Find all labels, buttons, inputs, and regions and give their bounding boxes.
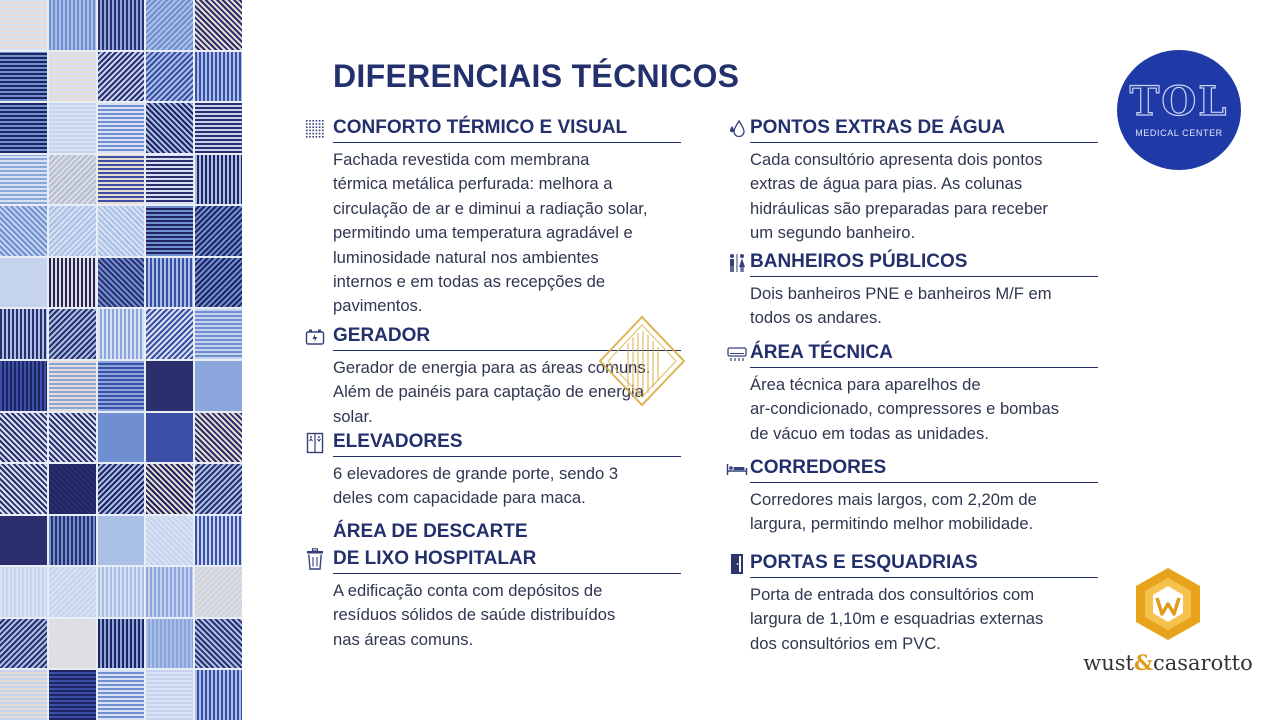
text-line: um segundo banheiro. <box>750 223 916 243</box>
text-line: circulação de ar e diminui a radiação solar, <box>333 198 648 218</box>
mosaic-tile <box>195 464 242 514</box>
mosaic-tile <box>49 619 96 669</box>
section-title <box>333 430 463 454</box>
section-header <box>750 250 1098 277</box>
mosaic-tile <box>0 258 47 308</box>
mosaic-tile <box>49 464 96 514</box>
section-area-tecnica <box>750 341 1098 446</box>
text-line: largura de 1,10m e esquadrias externas <box>750 609 1044 629</box>
logo-subtitle: MEDICAL CENTER <box>1135 128 1223 138</box>
section-text <box>750 583 1098 656</box>
section-title <box>333 324 430 348</box>
text-line: extras de água para pias. As colunas <box>750 174 1023 194</box>
section-title <box>333 116 627 140</box>
section-header <box>333 430 681 457</box>
wust-casarotto-logo <box>1083 566 1253 680</box>
mosaic-tile <box>195 361 242 411</box>
mosaic-tile <box>49 567 96 617</box>
text-line: 6 elevadores de grande porte, sendo 3 <box>333 464 619 483</box>
text-line: Corredores mais largos, com 2,20m de <box>750 490 1037 509</box>
mosaic-tile <box>98 361 145 411</box>
mosaic-tile <box>146 670 193 720</box>
mosaic-tile <box>0 567 47 617</box>
section-pontos-agua <box>750 116 1098 246</box>
mosaic-tile <box>0 155 47 205</box>
mosaic-tile <box>98 516 145 566</box>
mosaic-tile <box>195 309 242 359</box>
section-title-line: ELEVADORES <box>333 431 463 452</box>
section-header <box>750 116 1098 143</box>
mosaic-tile <box>146 619 193 669</box>
text-line: luminosidade natural nos ambientes <box>333 247 599 267</box>
section-title-line: GERADOR <box>333 325 431 346</box>
mosaic-tile <box>0 413 47 463</box>
air-conditioner-icon <box>726 343 748 365</box>
mosaic-tile <box>98 413 145 463</box>
section-header <box>750 341 1098 368</box>
mosaic-tile <box>146 258 193 308</box>
mosaic-tile <box>195 206 242 256</box>
text-line: largura, permitindo melhor mobilidade. <box>750 514 1034 534</box>
mosaic-tile <box>195 258 242 308</box>
text-line: Dois banheiros PNE e banheiros M/F em <box>750 284 1052 303</box>
section-header <box>333 520 681 574</box>
mosaic-tile <box>49 0 96 50</box>
battery-generator-icon <box>304 326 326 348</box>
section-title-line: PONTOS EXTRAS DE ÁGUA <box>750 117 1006 138</box>
mosaic-tile <box>49 413 96 463</box>
mosaic-tile <box>98 103 145 153</box>
section-title <box>750 341 893 365</box>
mosaic-tile <box>0 670 47 720</box>
wordmark-ampersand: & <box>1133 650 1153 675</box>
text-line: de vácuo em todas as unidades. <box>750 423 989 443</box>
logo-wordmark <box>1083 650 1253 675</box>
wordmark-right: casarotto <box>1152 651 1253 675</box>
mosaic-tile <box>195 52 242 102</box>
mosaic-tile <box>195 155 242 205</box>
section-text <box>750 148 1098 246</box>
section-text <box>750 488 1098 537</box>
mosaic-tile <box>0 309 47 359</box>
mosaic-tile <box>146 361 193 411</box>
section-title <box>750 250 967 274</box>
section-title-line: DE LIXO HOSPITALAR <box>333 548 537 569</box>
mosaic-tile <box>146 309 193 359</box>
section-text <box>333 462 681 511</box>
text-line: permitindo uma temperatura agradável e <box>333 223 633 243</box>
water-drop-icon <box>726 118 748 140</box>
section-descarte-lixo <box>333 520 681 652</box>
mosaic-tile <box>0 361 47 411</box>
mosaic-tile <box>146 52 193 102</box>
section-banheiros <box>750 250 1098 331</box>
section-text <box>750 373 1098 446</box>
text-line: internos e em todas as recepções de <box>333 272 606 292</box>
wordmark-left: wust <box>1083 651 1134 675</box>
mosaic-tile <box>0 464 47 514</box>
text-line: térmica metálica perfurada: melhora a <box>333 174 613 194</box>
text-line: Gerador de energia para as áreas comuns. <box>333 358 651 377</box>
mosaic-tile <box>98 155 145 205</box>
mosaic-tile <box>146 103 193 153</box>
mosaic-tile <box>0 516 47 566</box>
mosaic-tile <box>49 670 96 720</box>
corridor-bed-icon <box>726 458 748 480</box>
section-text <box>333 579 681 652</box>
text-line: dos consultórios em PVC. <box>750 633 941 653</box>
section-elevadores <box>333 430 681 511</box>
section-title <box>333 520 536 571</box>
mosaic-tile <box>98 670 145 720</box>
door-icon <box>726 553 748 575</box>
section-title-line: ÁREA TÉCNICA <box>750 342 893 363</box>
mosaic-tile <box>49 309 96 359</box>
mosaic-tile <box>195 516 242 566</box>
section-title-line: CORREDORES <box>750 457 887 478</box>
section-header <box>333 116 681 143</box>
restroom-icon <box>726 252 748 274</box>
mosaic-tile <box>195 413 242 463</box>
mosaic-tile <box>49 258 96 308</box>
mosaic-tile <box>49 206 96 256</box>
mosaic-tile <box>146 0 193 50</box>
mosaic-tile <box>49 103 96 153</box>
elevator-icon <box>304 432 326 454</box>
text-line: Além de painéis para captação de energia <box>333 382 644 402</box>
text-line: todos os andares. <box>750 308 882 328</box>
mosaic-tile <box>98 464 145 514</box>
mosaic-tile <box>195 567 242 617</box>
mosaic-tile <box>0 52 47 102</box>
mosaic-tile <box>0 103 47 153</box>
section-title-line: BANHEIROS PÚBLICOS <box>750 251 968 272</box>
mosaic-tile <box>0 0 47 50</box>
mosaic-tile <box>146 567 193 617</box>
mosaic-tile <box>98 0 145 50</box>
text-line: Porta de entrada dos consultórios com <box>750 585 1035 604</box>
trash-bin-icon <box>304 548 326 570</box>
mosaic-tile <box>49 52 96 102</box>
text-line: nas áreas comuns. <box>333 629 474 649</box>
mosaic-tile <box>98 258 145 308</box>
text-line: Cada consultório apresenta dois pontos <box>750 150 1043 169</box>
mosaic-tile <box>0 206 47 256</box>
mosaic-tile <box>146 464 193 514</box>
mosaic-tile <box>98 567 145 617</box>
section-text <box>333 148 681 319</box>
section-title-line: PORTAS E ESQUADRIAS <box>750 552 978 573</box>
mosaic-tile <box>146 206 193 256</box>
mosaic-tile <box>195 103 242 153</box>
section-title <box>750 116 1005 140</box>
section-header <box>750 551 1098 578</box>
text-line: solar. <box>333 406 373 426</box>
text-line: Fachada revestida com membrana <box>333 150 590 169</box>
text-line: Área técnica para aparelhos de <box>750 375 981 394</box>
tol-medical-center-logo <box>1117 50 1241 170</box>
mosaic-tile <box>146 155 193 205</box>
section-title-line: CONFORTO TÉRMICO E VISUAL <box>333 117 628 138</box>
mosaic-tile <box>98 309 145 359</box>
perforated-grid-icon <box>304 118 326 140</box>
section-portas-esquadrias <box>750 551 1098 656</box>
mosaic-tile <box>49 361 96 411</box>
page-title: DIFERENCIAIS TÉCNICOS <box>333 58 740 94</box>
mosaic-tile <box>195 0 242 50</box>
hexagon-logo-icon <box>1133 566 1203 642</box>
section-title-line: ÁREA DE DESCARTE <box>333 521 528 542</box>
building-watermark-icon <box>598 315 686 407</box>
mosaic-tile <box>98 52 145 102</box>
mosaic-tile <box>49 155 96 205</box>
text-line: deles com capacidade para maca. <box>333 488 586 508</box>
mosaic-tile <box>195 670 242 720</box>
text-line: ar-condicionado, compressores e bombas <box>750 399 1059 419</box>
mosaic-tile <box>195 619 242 669</box>
text-line: A edificação conta com depósitos de <box>333 581 603 600</box>
mosaic-tile <box>98 206 145 256</box>
logo-mark: TOL <box>1129 78 1229 125</box>
text-line: resíduos sólidos de saúde distribuídos <box>333 605 616 625</box>
section-title <box>750 551 978 575</box>
mosaic-tile <box>146 516 193 566</box>
decorative-mosaic-panel <box>0 0 242 720</box>
mosaic-tile <box>49 516 96 566</box>
text-line: hidráulicas são preparadas para receber <box>750 198 1048 218</box>
mosaic-tile <box>0 619 47 669</box>
text-line: pavimentos. <box>333 296 423 316</box>
mosaic-tile <box>146 413 193 463</box>
section-title <box>750 456 886 480</box>
section-header <box>750 456 1098 483</box>
section-conforto-termico <box>333 116 681 319</box>
section-corredores <box>750 456 1098 537</box>
section-text <box>750 282 1098 331</box>
mosaic-tile <box>98 619 145 669</box>
